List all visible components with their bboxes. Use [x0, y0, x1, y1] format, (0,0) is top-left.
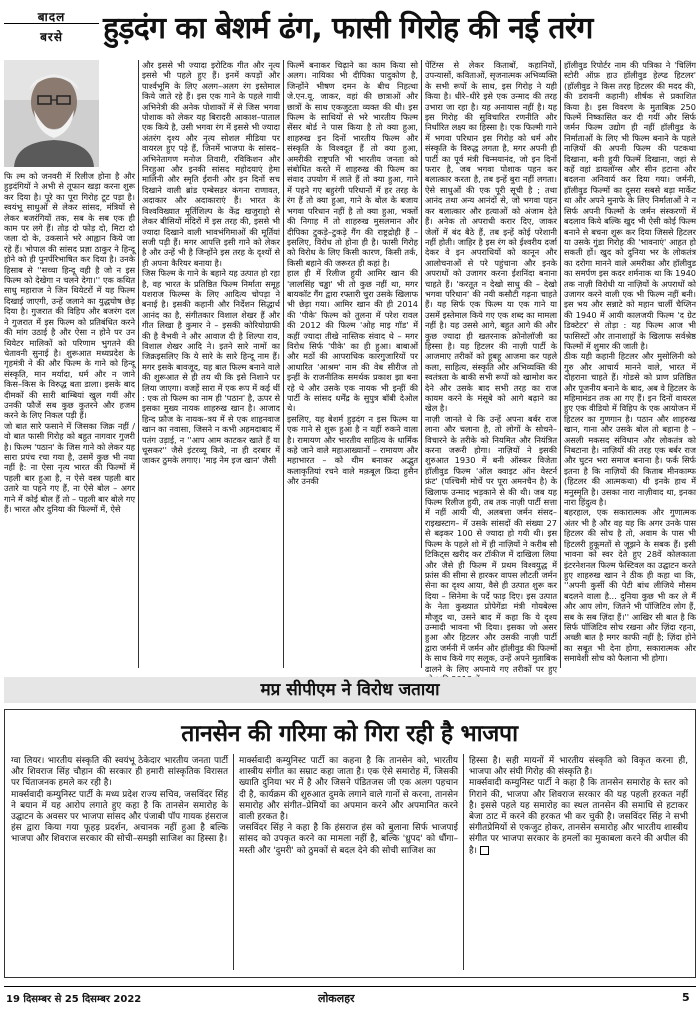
- main-headline: हुड़दंग का बेशर्म ढंग, फासी गिरोह की नई तरंग: [103, 11, 593, 46]
- article-paragraph: इसलिए, यह बेशर्म हुड़दंग न इस फिल्म या एक गाने से शुरू हुआ है न यहीं रुकने वाला है। रामायण और भारतीय साहित्य के धार्मिक कहे जाने वाले महाआख्यानों – रामायण और महाभारत – को थीम बनाकर अद्भुत कलाकृतियां रचने वाले मक़बूल फ़िदा हुसैन और उनकी: [287, 413, 418, 487]
- column-divider: [560, 60, 561, 668]
- article-paragraph: ठीक यही कहानी हिटलर और मुसोलिनी को गुरु और आचार्य मानने वाले, भारत में दोहराना चाहते हैं। गोडसे को प्राण प्रतिष्ठित और पूजनीय बनाने के बाद, अब वे हिटलर के महिमामंडन तक आ गए हैं। इन दिनों वायरल हुए एक वीडियो में विहिप के एक आयोजन में हिटलर का गुणगान है। पठान और शाहरुख खान, गाना और उसके बोल तो बहाना है – असली मकसद संविधान और लोकतंत्र को निबटाना है। नाज़ियों की तरह एक बर्बर राज और घुटन भरा समाज बनाना है। फर्क सिर्फ इतना है कि नाज़ियों की किताब मीनकाम्फ (हिटलर की आत्मकथा) थी इनके हाथ में मनुस्मृति है। उसका नारा नाज़ीवाद था, इनका नारा हिंदुत्व है।: [564, 351, 696, 508]
- news-banner: [4, 677, 696, 703]
- boxed-paragraph-text: मार्क्सवादी कम्युनिस्ट पार्टी ने कहा है कि तानसेन समारोह के स्तर को गिराने की, भाजपा और शिवराज सरकार की यह पहली हरकत नहीं है। इससे पहले यह समारोह का स्थल तानसेन की समाधि से हटाकर बेजा ठाट में करने की हरकत भी कर चुकी है। जसविंदर सिंह ने सभी संगीतप्रेमियों से एकजुट होकर, तानसेन समारोह और भारतीय शास्त्रीय संगीत पर भाजपा सरकार के हमलों का मुकाबला करने की अपील की है।: [469, 778, 688, 856]
- boxed-story-title: तानसेन की गरिमा को गिरा रही है भाजपा: [181, 721, 518, 747]
- column-name: बरसे: [40, 30, 63, 44]
- banner-title: मप्र सीपीएम ने विरोध जताया: [260, 680, 440, 700]
- boxed-story: [4, 709, 696, 978]
- article-paragraph: जो बात सारे फसाने में जिसका जिक्र नहीं / वो बात फासी गिरोह को बहुत नागवार गुजरी है। फिल्म 'पठान' के जिस गाने को लेकर यह सारा प्रपंच रचा गया है, उसमें कुछ भी नया नहीं है: ना ऐसा नृत्य भारत की फिल्मों में पहली बार हुआ है, न ऐसे वस्त्र पहली बार उतारे या पहने गए हैं, ना ऐसे बोल – अगर गाने में कोई बोल हैं तो – पहली बार बोले गए हैं। भारत और दुनिया की फिल्मों में, ऐसे: [4, 420, 135, 514]
- article-paragraph: जिस फिल्म के गाने के बहाने यह उत्पात हो रहा है, वह भारत के प्रतिष्ठित फिल्म निर्माता समूह यशराज फिल्म्स के लिए आदित्य चोपड़ा ने बनाई है। इसकी कहानी और निर्देशन सिद्धार्थ आनंद का है, संगीतकार विशाल शेखर हैं और गीत लिखा है कुमार ने – इसकी कोरियोग्राफी की है वैभवी ने और आवाज दी है शिल्पा राव, विशाल शेखर आदि ने। इतने सारे नामों का जिक्रइसलिए कि ये सारे के सारे हिन्दू नाम हैं। मगर इसके बावजूद, यह बात फिल्म बनाने वाले की शुरूआत से ही तय थी कि इसे निशाने पर लिया जाएगा। वजहें सारा में एक रूप में कई थीं : एक तो फिल्म का नाम ही 'पठान' है, ऊपर से इसका मुख्य नायक शाहरुख खान है। आजाद हिन्द फ़ौज के नायक–त्रय में से एक शाहनवाज खान का नवासा, जिसने न कभी अहमदाबाद में पतंग उड़ाई, न ''आप आम काटकर खाते हैं या चूसकर'' जैसे इंटरव्यू किये, ना ही दरबार में जाकर ठुमके लगाए। 'माइ नेम इज खान' जैसी: [142, 268, 280, 466]
- article-column-2: [142, 60, 280, 669]
- article-paragraph: हॉलीवुड रिपोर्टर नाम की पत्रिका ने 'चिलिंग स्टोरी ऑफ़ हाउ हॉलीवुड हेल्प्ड हिटलर' (हॉलीवुड ने किस तरह हिटलर की मदद की, की डरावनी कहानी) शीर्षक से प्रकाशित किया है। इस विवरण के मुताबिक़ 250 फिल्में निष्कासित कर दी गयीं और सिर्फ जर्मन फिल्म उद्योग ही नहीं हॉलीवुड के निर्माताओं के लिए भी फिल्म बनाने के पहले नाज़ियों की अपनी फिल्म की पटकथा दिखाना, बनी हुयी फिल्में दिखाना, जहां से कहें वहां डायलॉग्स और सीन हटाना और बदलना अनिवार्य कर दिया गया। जर्मनी, हॉलीवुड फिल्मों का दूसरा सबसे बड़ा मार्केट था और अपने मुनाफे के लिए निर्माताओं ने न सिर्फ अपनी फिल्मों के जर्मन संस्करणों में बदलाव किये बल्कि खुद भी ऐसी कोई फिल्म बनाने से बचना शुरू कर दिया जिससे हिटलर या उसके गुंडा गिरोह की 'भावनाएं' आहत हो सकती हों। खुद को दुनिया भर के लोकतंत्र का दरोगा मानने वाले अमरीका और हॉलीवुड का समर्पण इस कदर शर्मनाक था कि 1940 तक नाज़ी विरोधी या नाज़ियों के अपराधों को उजागर करने वाली एक भी फिल्म नहीं बनी। इस भय और सन्नाटे को महान चार्ली चैप्लिन की 1940 में आयी कालजयी फिल्म 'द ग्रेट डिक्टेटर' से तोड़ा : यह फिल्म आज भी फासिस्टों और तानाशाहों के खिलाफ सर्वश्रेष्ठ फिल्मों में शुमार की जाती है।: [564, 60, 696, 351]
- article-paragraph: हाल ही में रिलीज हुयी आमिर खान की 'लालसिंह चड्ढा' भी तो कुछ नहीं था, मगर बायकॉट गैंग द्वारा रफ्तारी चुरा उसके खिलाफ भी छेड़ा गया। आमिर खान की ही 2014 की 'पीके' फिल्म को तुलना में परेश रावल की 2012 की फिल्म 'ओह माइ गॉड' में कहीं ज्यादा तीखे नास्तिक संवाद थे – मगर विरोध सिर्फ 'पीके' का ही हुआ। बाबाओं और मठों की आपराधिक कारगुजारियों पर आधारित 'आश्रम' नाम की वेब सीरीज तो इन्हीं के राजनीतिक समर्थक प्रकाश झा बना रहे थे और उसके एक नायक भी इन्हीं की पार्टी के सांसद धर्मेंद्र के सुपुत्र बॉबी देओल थे।: [287, 268, 419, 414]
- boxed-paragraph: हिस्सा है। सही मायनों में भारतीय संस्कृति को विकृत करना ही, भाजपा और संघी गिरोह की संस्कृति है।: [469, 756, 688, 778]
- article-paragraph: बहरहाल, एक सकारात्मक और गुणात्मक अंतर भी है और वह यह कि अगर उनके पास हिटलर की सोच है तो, अवाम के पास भी हिटलरी हुकूमतों से जूझने के सबक हैं। इसी भावना को स्वर देते हुए 28वें कोलकाता इंटरनेशनल फिल्म फेस्टिवल का उद्घाटन करते हुए शाहरुख खान ने ठीक ही कहा था कि, ''अपनी कुर्सी की पेटी बांध लीजिये मौसम बदलने वाला है... दुनिया कुछ भी कर ले मैं और आप लोग, जितने भी पॉजिटिव लोग हैं, सब के सब ज़िंदा हैं।'' आखिर सी बात है कि सिर्फ पॉजिटिव सोच रखना और ज़िंदा रहना, अच्छी बात है मगर काफी नहीं है; ज़िंदा होने का सबूत भी देना होगा, सकारात्मक और समावेशी सोच को फैलाना भी होगा।: [564, 507, 696, 664]
- footer-divider: [4, 986, 696, 987]
- article-column-3: [287, 60, 418, 669]
- column-divider: [421, 60, 422, 668]
- column-divider: [283, 60, 284, 668]
- boxed-paragraph: [469, 778, 688, 856]
- article-paragraph: और इससे भी ज्यादा इरोटिक गीत और नृत्य इससे भी पहले हुए हैं। इनमें कपड़ों और पार्श्वभूमि के लिए अलग–अलग रंग इस्तेमाल किये जाते रहे हैं। इस एक गाने के पहले गायी अभिनेत्री की अनेक पोशाकों में से जिस भगवा पोशाक को लेकर यह बिरादरी आकाश–पाताल एक किये है, उसी भगवा रंग में इससे भी ज्यादा अंतरंग दृश्य और नृत्य सोशल मीडिया पर वायरल हुए पड़े हैं, जिनमें भाजपा के सांसद–अभिनेतागण मनोज तिवारी, रविकिशन और निरहुआ और इनकी सांसद महोदयाएं हेमा मालिनी और स्मृति ईरानी और इन दिनों सच दिखाने वाली ब्रांड एम्बेसडर कंगना राणावत, अदाकार और अदाकाराएं हैं। भारत के विश्वविख्यात मूर्तिशिल्प के केंद्र खजुराहो से लेकर बीसियों मंदिरों में इस तरह की, इससे भी ज्यादा दिखाने वाली भावभंगिमाओं की मूर्तियां सजी पड़ी हैं। मगर आपत्ति इसी गाने को लेकर है और उन्हें भी है जिन्होंने इस तरह के दृश्यों से ही अपना कैरियर बनाया है।: [142, 60, 280, 268]
- column-divider: [233, 754, 234, 970]
- footer-paper-name: लोकलहर: [318, 992, 355, 1005]
- article-column-1: [4, 171, 135, 669]
- boxed-paragraph: जसविंदर सिंह ने कहा है कि हंसराज हंस को बुलाना सिर्फ भाजपाई सांसद को उपकृत करने का मामला नहीं है, बल्कि 'ध्रुपद' को धौंगा–मस्ती और 'दुमरी' को ठुमकों से बदल देने की सोची साजिश का: [239, 823, 458, 856]
- column-header: [4, 4, 99, 56]
- end-of-story-mark: [480, 846, 489, 855]
- article-paragraph: फिल्में बनाकर चिढ़ाने का काम किया सो अलग। नायिका भी दीपिका पादुकोण है, जिन्होंने भीषण दमन के बीच निहत्था जे.एन.यू. जाकर, वहां की छात्राओं और छात्रों के साथ एकजुटता व्यक्त की थी। इस फिल्म के साथियों से भरे भारतीय फिल्म सेंसर बोर्ड ने पास किया है तो क्या हुआ, शाहरुख इन दिनों भारतीय फिल्म और संस्कृति के विश्वदूत हैं तो क्या हुआ, अमरीकी राष्ट्रपति भी भारतीय जनता को संबोधित करते में शाहरुख की फिल्म का संवाद उपयोग में लाते हैं तो क्या हुआ, गाने में पहने गए बहुरंगी परिधानों में हर तरह के रंग हैं तो क्या हुआ, गाने के बोल के बजाय भगवा परिधान नहीं है तो क्या हुआ, भक्तों की निगाह में तो शाहरुख मुसलमान और दीपिका टुकड़े–टुकड़े गैंग की राष्ट्रद्रोही हैं – इसलिए, विरोध तो होना ही है। फासी गिरोह को विरोध के लिए किसी कारण, किसी तर्क, किसी बहाने की जरूरत ही कहां है।: [287, 60, 418, 268]
- column-divider: [138, 60, 139, 668]
- article-paragraph: फि ल्म को जनवरी में रिलीज होना है और हुड़दंगियों ने अभी से तूफान खड़ा करना शुरू कर दिया है। पूरे का पूरा गिरोह टूट पड़ा है। स्वयंभू साधुओं से लेकर सांसद, मंत्रियों से लेकर बजरंगियों तक, सब के सब एक ही काम पर लगे हैं। तोड़ दो फोड़ दो, मिटा दो जला दो के, उकसाने भरे आह्वान किये जा रहे हैं। भोपाल की सांसद प्रज्ञा ठाकुर ने हिन्दू होने को ही पुनर्परिभाषित कर दिया है। उनके हिसाब से ''सच्चा हिन्दू वही है जो न इस फिल्म को देखेगा न चलने देगा।'' एक कथित साधु महाराज ने जिन थियेटरों में यह फिल्म दिखाई जाएगी, उन्हें जलाने का युद्धघोष छेड़ दिया है। गुजरात की विहिप और बजरंग दल ने गुजरात में इस फिल्म को प्रतिबंधित करने की मांग उठाई है और ऐसा न होने पर उन थियेटर मालिकों को परिणाम भुगतने की चेतावनी सुनाई है। शुरूआत मध्यप्रदेश के गृहमंत्री ने की और फिल्म के गाने को हिन्दू संस्कृति, मान मर्यादा, धर्म और न जाने किस–किस के विरुद्ध बता डाला। इसके बाद दीमकों की सारी बाम्बियां खुल गयीं और उनकी फौजें सब कुछ कुतरने और हजम करने के लिए निकल पड़ी हैं।: [4, 171, 135, 421]
- boxed-paragraph: मार्क्सवादी कम्युनिस्ट पार्टी का कहना है कि तानसेन को, भारतीय शास्त्रीय संगीत का सम्राट कहा जाता है। एक ऐसे समारोह में, जिसकी ख्याति दुनिया भर में है और जिसने पंडितजस जी एक अलग पहचान दी है, कार्यक्रम की शुरुआत दुमके लगाने वाले गानों से करना, तानसेन समारोह और संगीत–प्रेमियों का अपमान करने और अपमानित करने वाली हरकत है।: [239, 756, 458, 823]
- page-number: 5: [682, 991, 690, 1004]
- article-column-4: [425, 60, 557, 674]
- boxed-column-2: [239, 756, 458, 972]
- header-divider: [4, 23, 99, 24]
- boxed-column-3: [469, 756, 688, 972]
- boxed-paragraph: ग्वा लियर। भारतीय संस्कृति की स्वयंभू ठेकेदार भारतीय जनता पार्टी और शिवराज सिंह चौहान की सरकार ही हमारी सांस्कृतिक विरासत पर चिंताजनक हमले कर रही है।: [11, 756, 228, 789]
- column-divider: [463, 754, 464, 970]
- article-column-5: [564, 60, 696, 669]
- author-portrait-illustration: [4, 60, 99, 167]
- footer-date: 19 दिसम्बर से 25 दिसम्बर 2022: [6, 994, 142, 1005]
- article-paragraph: पेंटिंग्स से लेकर किताबों, कहानियों, उपन्यासों, कविताओं, सृजनात्मक अभिव्यक्ति के सभी रूपों के साथ, इस गिरोह ने यही किया है। धीरे–धीरे इसे एक उन्माद की तरह उभारा जा रहा है। यह अनायास नहीं है। यह इस गिरोह की सुविचारित रणनीति और निर्धारित लक्ष्य का हिस्सा है। एक फिल्मी गाने में भगवा परिधान इस गिरोह को धर्म और संस्कृति के विरुद्ध लगता है, मगर अपनी ही पार्टी का पूर्व मंत्री चिन्मयानंद, जो इन दिनों फरार है, जब भगवा पोशाक पहन कर बलात्कार करता है, तब इन्हें बुरा नहीं लगता। ऐसे साधुओं की एक पूरी सूची है ; तथा आनंद तथा अन्य आनंदों से, जो भगवा पहन कर बलात्कार और हत्याओं को अंजाम देते हैं। अनेक तो अपराधी करार दिए, जाकर जेलों में बंद बैठे हैं, तब इन्हें कोई परेशानी नहीं होती। जाहिर है इस रंग को ईश्वरीय दर्जा देकर वे इन अपराधियों को कानून और आलोचनाओं से परे पहुंचाना और इनके अपराधों को उजागर करना ईशनिंदा बनाना चाहते हैं। 'करतूत न देखो साधु की – देखो भगवा परिधान' की नयी कसौटी गढ़ना चाहते हैं। यह सिर्फ एक फिल्म या एक गाने या उसमें इस्तेमाल किये गए एक शब्द का मामला नहीं है। यह उससे आगे, बहुत आगे की और कुछ ज्यादा ही खतरनाक क्रोनोलॉजी का हिस्सा है। यह हिटलर की नाज़ी पार्टी के आजमाए तरीकों को हूबहू आजमा कर पहले कला, साहित्य, संस्कृति और अभिव्यक्ति की स्वतंत्रता के बाकी सभी रूपों को खामोश कर देने और उसके बाद सभी तरह का राज कायम करने के मंसूबे को आगे बढ़ाने का खेल है।: [425, 60, 557, 414]
- author-photo: [4, 60, 99, 167]
- author-name: बादल: [37, 10, 66, 24]
- article-paragraph: नाज़ी जानते थे कि उन्हें अपना बर्बर राज लाना और चलाना है, तो लोगों के सोचने–विचारने के तरीके को नियमित और नियंत्रित करना जरूरी होगा। नाज़ियों ने इसकी शुरुआत 1930 में बनी ऑस्कर विजेता हॉलीवुड फिल्म 'ऑल क्वाइट ऑन वेस्टर्न फ्रंट' (पश्चिमी मोर्चे पर पूरा अमनचैन है) के खिलाफ उन्माद भड़काने से की थी। जब यह फिल्म रिलीज हुयी, तब तक नाज़ी पार्टी सत्ता में नहीं आयी थी, अलबत्ता जर्मन संसद–राइखस्टाग– में उसके सांसदों की संख्या 27 से बढ़कर 100 से ज्यादा हो गयी थी। इस फिल्म के पहले शो में ही नाज़ियों ने करीब सौ टिकिट्स खरीद कर टॉकीज में दाखिला लिया और जैसे ही फिल्म में प्रथम विश्वयुद्ध में फ्रांस की सीमा से हारकर वापस लौटती जर्मन सेना का दृश्य आया, वैसे ही उत्पात शुरू कर दिया – सिनेमा के पर्दे फाड़ दिए। इस उत्पात के नेता कुख्यात प्रोपेगेंडा मंत्री गोयबेल्स मौजूद था, उसने बाद में कहा कि ये दृश्य उन्मादी भावना भी दिया। इसका जो असर हुआ और हिटलर और उसकी नाज़ी पार्टी द्वारा जर्मनी में जर्मन और हॉलीवुड की फिल्मों के साथ किये गए सलूक, उन्हें अपने मुताबिक ढालने के लिए अपनाये गए तरीकों पर हुए: [425, 413, 557, 674]
- boxed-paragraph: मार्क्सवादी कम्युनिस्ट पार्टी के मध्य प्रदेश राज्य सचिव, जसविंदर सिंह ने बयान में यह आरोप लगाते हुए कहा है कि तानसेन समारोह के उद्घाटन के अवसर पर भाजपा सांसद और पंजाबी पॉप गायक हंसराज हंस द्वारा किया गया फूहड़ प्रदर्शन, अचानक नहीं हुआ है बल्कि भाजपा और शिवराज सरकार की सोची–समझी साजिश का हिस्सा है।: [11, 789, 228, 845]
- boxed-column-1: [11, 756, 228, 972]
